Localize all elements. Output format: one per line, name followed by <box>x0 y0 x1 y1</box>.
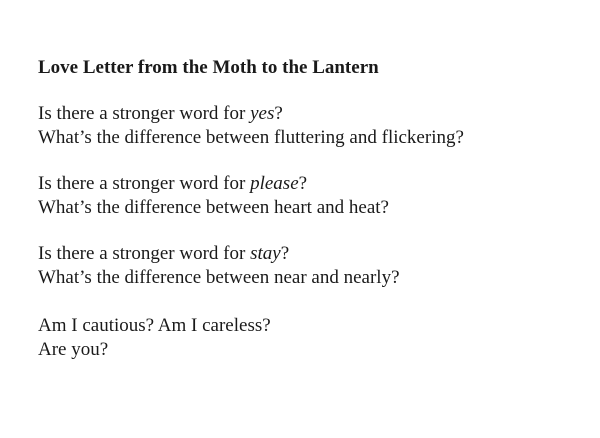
line-text: Is there a stronger word for <box>38 243 251 264</box>
stanza-1 <box>38 102 464 150</box>
line-text: Is there a stronger word for <box>38 173 251 194</box>
stanza-3-line-1 <box>38 242 400 266</box>
italic-word: yes <box>250 103 275 124</box>
stanza-2-line-2: What’s the difference between heart and heat? <box>38 197 389 218</box>
line-punctuation: ? <box>274 103 283 124</box>
poem-title: Love Letter from the Moth to the Lantern <box>38 57 379 78</box>
stanza-1-line-1 <box>38 102 464 126</box>
line-punctuation: ? <box>298 173 308 194</box>
stanza-4-line-1: Am I cautious? Am I careless? <box>38 315 271 336</box>
line-text: Is there a stronger word for <box>38 103 251 124</box>
stanza-4-line-2: Are you? <box>38 339 109 360</box>
stanza-2 <box>38 172 389 220</box>
italic-word: stay <box>250 243 281 264</box>
italic-word: please <box>250 173 299 194</box>
stanza-2-line-1 <box>38 172 389 196</box>
stanza-4 <box>38 314 271 362</box>
line-punctuation: ? <box>280 243 290 264</box>
stanza-3-line-2: What’s the difference between near and nearly? <box>38 267 400 288</box>
stanza-1-line-2: What’s the difference between fluttering and flickering? <box>38 127 464 148</box>
stanza-3 <box>38 242 400 290</box>
